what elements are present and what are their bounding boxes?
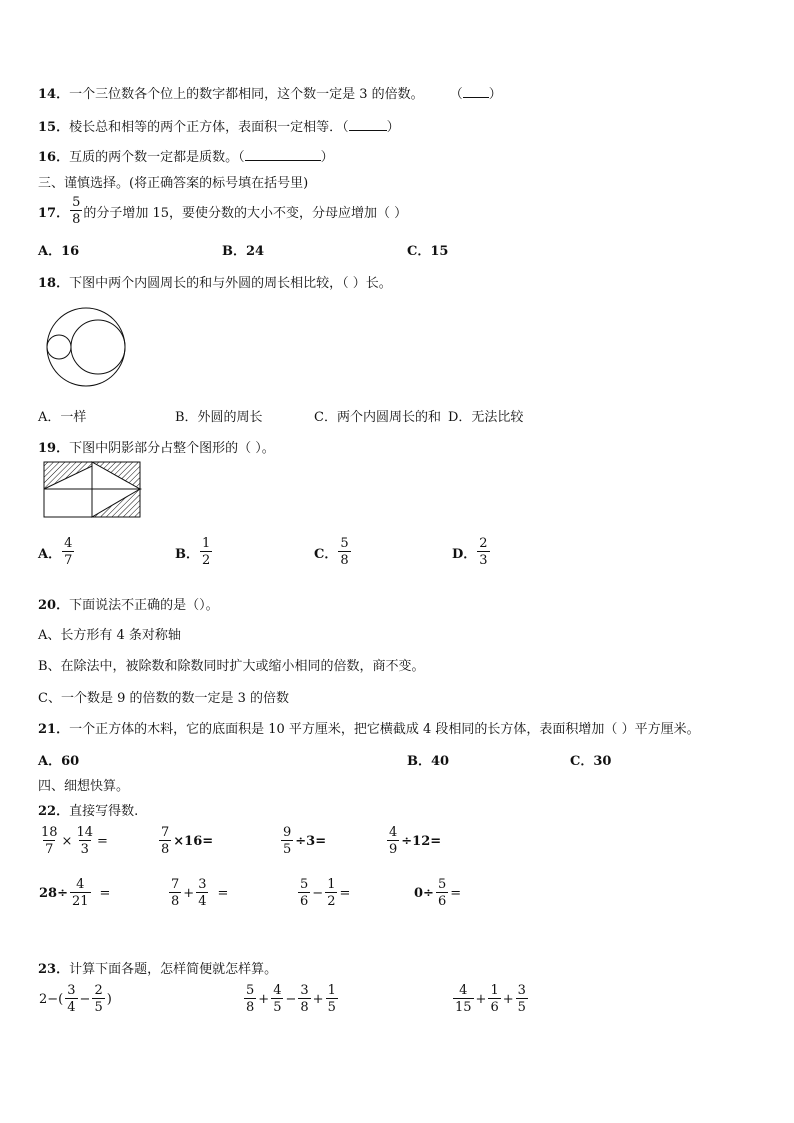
question-text: 计算下面各题，怎样简便就怎样算。 [69, 962, 278, 977]
option-a[interactable]: A．一样 [38, 410, 87, 425]
question-text: 的分子增加 15，要使分数的大小不变，分母应增加（ ） [83, 205, 408, 221]
expression: $\frac{5}{6}$ − $\frac{1}{2}$ = [300, 877, 351, 909]
expression: $\frac{9}{5}$ ÷3= [283, 825, 327, 857]
expression: $\frac{5}{8}$ + $\frac{4}{5}$ − $\frac{3}{8}$ + $\frac{1}{5}$ [246, 983, 336, 1015]
option-c[interactable]: C．30 [570, 754, 612, 769]
expression: $\frac{4}{15}$ + $\frac{1}{6}$ + $\frac{3}{5}$ [455, 983, 526, 1015]
question-number: 18． [38, 276, 70, 291]
question-number: 22． [38, 804, 70, 819]
fraction: $\frac{1}{2}$ [202, 536, 211, 568]
option-a[interactable]: A．60 [38, 754, 80, 769]
question-text: 下面说法不正确的是（）。 [69, 598, 219, 613]
expression: 2−( $\frac{3}{4}$ − $\frac{2}{5}$ ) [39, 983, 112, 1015]
question-15: 15．棱长总和相等的两个正方体，表面积一定相等．（ ） [38, 120, 400, 135]
small-inner-circle [47, 335, 71, 359]
outer-circle [47, 308, 125, 386]
question-16: 16．互质的两个数一定都是质数。（ ） [38, 150, 334, 165]
section-heading-4: 四、细想快算。 [38, 779, 130, 794]
question-text: 下图中阴影部分占整个图形的（ ）。 [69, 441, 275, 456]
expression: $\frac{4}{9}$ ÷12= [389, 825, 442, 857]
question-17 [38, 196, 407, 226]
option-b[interactable]: B．40 [407, 754, 450, 769]
question-number: 17． [38, 205, 70, 221]
option-b[interactable]: B．24 [222, 244, 265, 259]
circles-figure [42, 303, 130, 391]
question-19 [38, 437, 275, 456]
question-14: 14．一个三位数各个位上的数字都相同，这个数一定是 3 的倍数。 （ ） [38, 87, 502, 102]
question-number: 16． [38, 150, 70, 165]
fraction: $\frac{2}{3}$ [479, 536, 488, 568]
fraction: $\frac{5}{8}$ [340, 536, 349, 568]
option-c[interactable]: C、一个数是 9 的倍数的数一定是 3 的倍数 [38, 691, 290, 706]
option-a[interactable]: A、长方形有 4 条对称轴 [38, 628, 181, 643]
question-number: 23． [38, 962, 70, 977]
question-number: 20． [38, 598, 70, 613]
option-c[interactable]: C．两个内圆周长的和 [314, 410, 441, 425]
expression: 0÷ $\frac{5}{6}$ = [414, 877, 462, 909]
question-18 [38, 272, 392, 291]
question-text: 一个正方体的木料，它的底面积是 10 平方厘米，把它横截成 4 段相同的长方体，表面积增加（ ）平方厘米。 [69, 722, 700, 737]
question-22 [38, 800, 138, 819]
option-d[interactable]: D．无法比较 [448, 410, 524, 425]
option-b[interactable]: B．外圆的周长 [175, 410, 263, 425]
answer-blank[interactable] [245, 149, 321, 161]
question-number: 14． [38, 87, 70, 102]
answer-blank[interactable] [463, 86, 489, 98]
option-a[interactable]: A． $\frac{4}{7}$ [38, 536, 73, 568]
option-b[interactable]: B． $\frac{1}{2}$ [175, 536, 211, 568]
fraction: $\frac{5}{8}$ [72, 195, 81, 227]
question-number: 15． [38, 120, 70, 135]
expression: $\frac{7}{8}$ + $\frac{3}{4}$ = [171, 877, 229, 909]
option-b[interactable]: B、在除法中，被除数和除数同时扩大或缩小相同的倍数，商不变。 [38, 659, 425, 674]
option-c[interactable]: C．15 [407, 244, 449, 259]
option-d[interactable]: D． $\frac{2}{3}$ [452, 536, 488, 568]
question-20 [38, 594, 219, 613]
large-inner-circle [71, 320, 125, 374]
answer-blank[interactable] [349, 119, 387, 131]
question-21 [38, 718, 700, 737]
option-c[interactable]: C． $\frac{5}{8}$ [314, 536, 349, 568]
question-text: 直接写得数. [69, 804, 139, 819]
question-23 [38, 958, 277, 977]
expression: $\frac{7}{8}$ ×16= [161, 825, 214, 857]
section-heading-3: 三、谨慎选择。(将正确答案的标号填在括号里) [38, 176, 309, 191]
question-text: 棱长总和相等的两个正方体，表面积一定相等． [69, 120, 343, 135]
expression: 28÷ $\frac{4}{21}$ = [39, 877, 111, 909]
shaded-rectangle-figure [43, 461, 142, 519]
question-text: 一个三位数各个位上的数字都相同，这个数一定是 3 的倍数。 [69, 87, 424, 102]
fraction: $\frac{4}{7}$ [64, 536, 73, 568]
question-text: 下图中两个内圆周长的和与外圆的周长相比较，（ ）长。 [69, 276, 392, 291]
expression: $\frac{18}{7}$ × $\frac{14}{3}$ = [41, 825, 108, 857]
question-number: 19． [38, 441, 70, 456]
question-text: 互质的两个数一定都是质数。 [69, 150, 239, 165]
question-number: 21． [38, 722, 70, 737]
option-a[interactable]: A．16 [38, 244, 80, 259]
